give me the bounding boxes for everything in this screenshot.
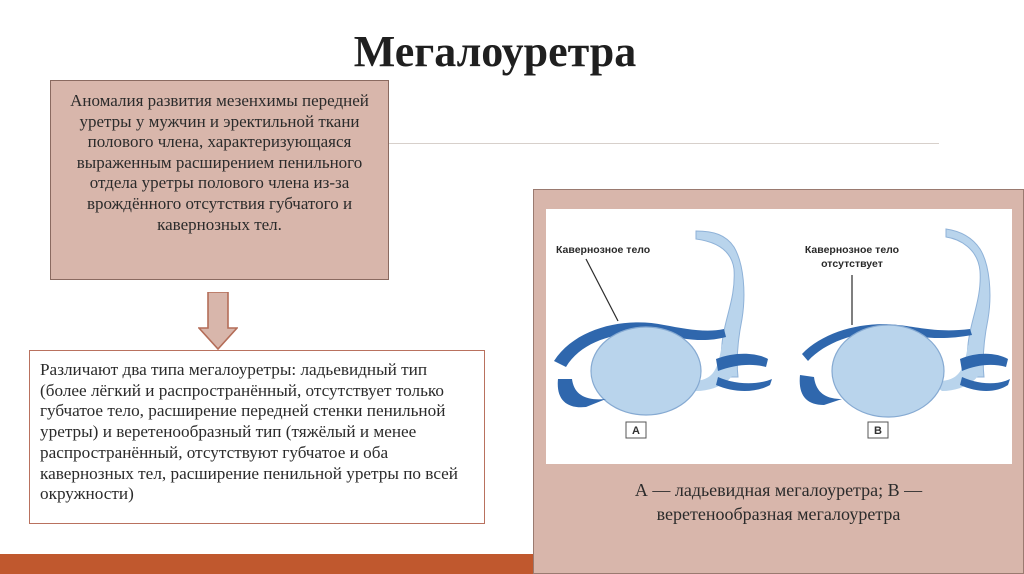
figure-caption [534, 478, 1023, 526]
types-box: Различают два типа мегалоуретры: ладьевидный тип (более лёгкий и распространённый, отсутствует только губчатое тело, расширение передней стенки пенильной уретры) и веретенообразный тип (тяжёлый и менее распространённый, отсутствуют губчатое и оба кавернозных тел, расширение пенильной уретры по всей окружности) [29, 350, 485, 524]
down-arrow-icon [198, 292, 238, 350]
tag-b: B [874, 425, 882, 437]
caption-line-2: веретенообразная мегалоуретра [656, 504, 901, 524]
definition-box: Аномалия развития мезенхимы передней уретры у мужчин и эректильной ткани полового члена, характеризующаяся выраженным расширением пенильного отдела уретры полового члена из-за врождённого отсутствия губчатого и кавернозных тел. [50, 80, 389, 280]
divider-line [389, 143, 939, 144]
label-cavernous-body-b: Кавернозное тело [804, 244, 900, 256]
tag-a: A [632, 425, 640, 437]
page-title: Мегалоуретра [353, 27, 637, 76]
label-absent-b: отсутствует [821, 258, 883, 270]
caption-line-1: А — ладьевидная мегалоуретра; В — [634, 480, 923, 500]
illustration-panel [533, 189, 1024, 574]
label-cavernous-body-a: Кавернозное тело [556, 244, 651, 256]
megalourethra-figure [546, 209, 1012, 464]
diagram-b [800, 229, 1010, 438]
diagram-a [554, 231, 772, 438]
